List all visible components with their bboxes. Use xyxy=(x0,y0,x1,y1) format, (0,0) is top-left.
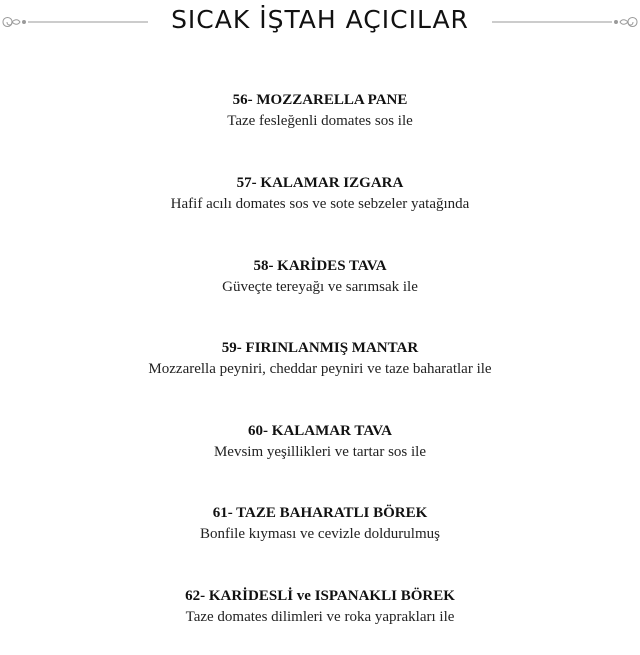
menu-item xyxy=(0,90,640,132)
menu-item-title: 58- KARİDES TAVA xyxy=(253,258,387,274)
right-flourish-ornament-icon xyxy=(490,11,640,33)
menu-item-description: Güveçte tereyağı ve sarımsak ile xyxy=(222,279,418,295)
menu-item-description: Hafif acılı domates sos ve sote sebzeler yatağında xyxy=(170,196,470,212)
menu-item-title: 60- KALAMAR TAVA xyxy=(248,423,392,439)
menu-item xyxy=(0,338,640,380)
menu-item xyxy=(0,503,640,545)
menu-item-description: Bonfile kıyması ve cevizle doldurulmuş xyxy=(200,526,440,542)
menu-item xyxy=(0,586,640,628)
menu-item-title: 57- KALAMAR IZGARA xyxy=(236,175,404,191)
menu-item-title: 61- TAZE BAHARATLI BÖREK xyxy=(212,505,428,521)
menu-item-description: Mozzarella peyniri, cheddar peyniri ve taze baharatlar ile xyxy=(148,361,492,377)
menu-item xyxy=(0,256,640,298)
menu-item-description: Taze fesleğenli domates sos ile xyxy=(227,113,413,129)
menu-header xyxy=(0,0,640,44)
menu-item-description: Mevsim yeşillikleri ve tartar sos ile xyxy=(213,444,427,460)
section-title: SICAK İŞTAH AÇICILAR xyxy=(171,5,469,34)
menu-item-title: 56- MOZZARELLA PANE xyxy=(232,92,408,108)
menu-item-description: Taze domates dilimleri ve roka yaprakları ile xyxy=(185,609,455,625)
menu-item-title: 62- KARİDESLİ ve ISPANAKLI BÖREK xyxy=(185,588,455,604)
menu-item xyxy=(0,421,640,463)
menu-item xyxy=(0,173,640,215)
menu-item-title: 59- FIRINLANMIŞ MANTAR xyxy=(221,340,419,356)
